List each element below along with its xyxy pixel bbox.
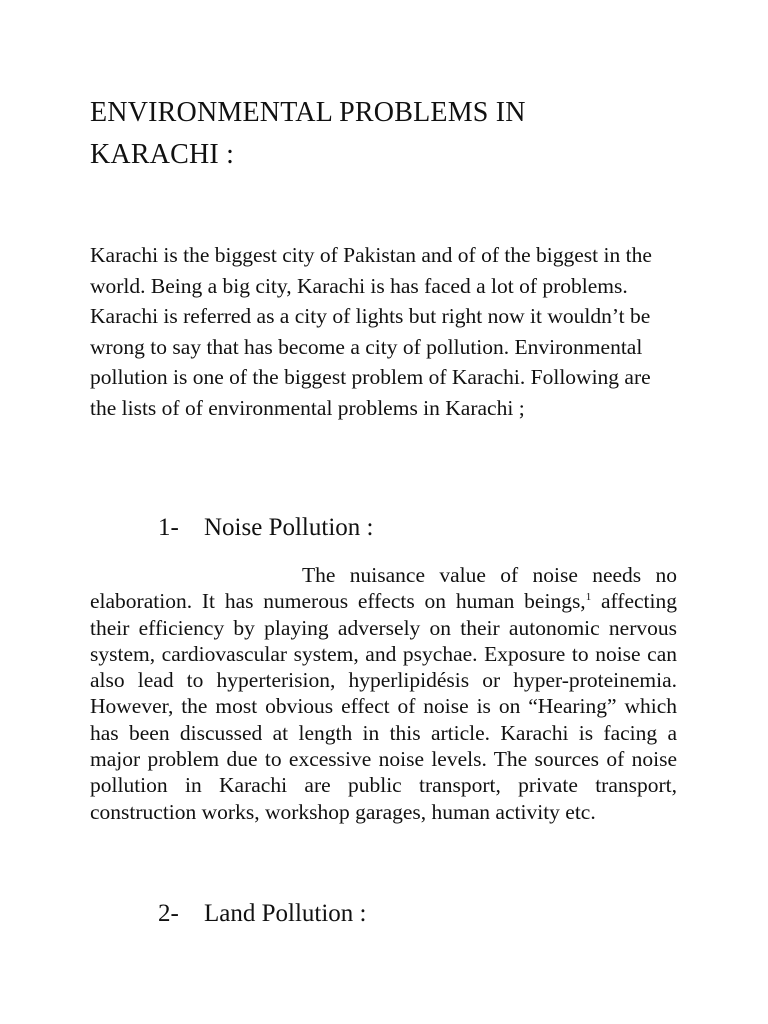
noise-pollution-paragraph [90,562,677,825]
document-title: ENVIRONMENTAL PROBLEMS IN KARACHI : [90,97,526,170]
intro-paragraph: Karachi is the biggest city of Pakistan and of of the biggest in the world. Being a big city, Karachi is has faced a lot of problems. Karachi is referred as a city of lights but right now it wouldn’t be wrong to say that has become a city of pollution. Environmental pollution is one of the biggest problem of Karachi. Following are the lists of of environmental problems in Karachi ; [90,243,652,420]
section-number: 1- [158,514,179,541]
section-title: Land Pollution : [204,900,367,927]
paragraph-text-part2: affecting their efficiency by playing adversely on their autonomic nervous system, cardiovascular system, and psychae. Exposure to noise can also lead to hyperterision, hyperlipidésis or hyper-proteinemia. However, the most obvious effect of noise is on “Hearing” which has been discussed at length in this article. Karachi is facing a major problem due to excessive noise levels. The sources of noise pollution in Karachi are public transport, private transport, construction works, workshop garages, human activity etc. [90,589,677,824]
paragraph-text-part1: The nuisance value of noise needs no elaboration. It has numerous effects on human beings, [90,563,677,614]
section-number: 2- [158,900,179,927]
section-title: Noise Pollution : [204,514,374,541]
section-heading-land-pollution [158,898,367,930]
footnote-mark: 1 [585,591,592,604]
section-heading-noise-pollution [158,512,373,544]
